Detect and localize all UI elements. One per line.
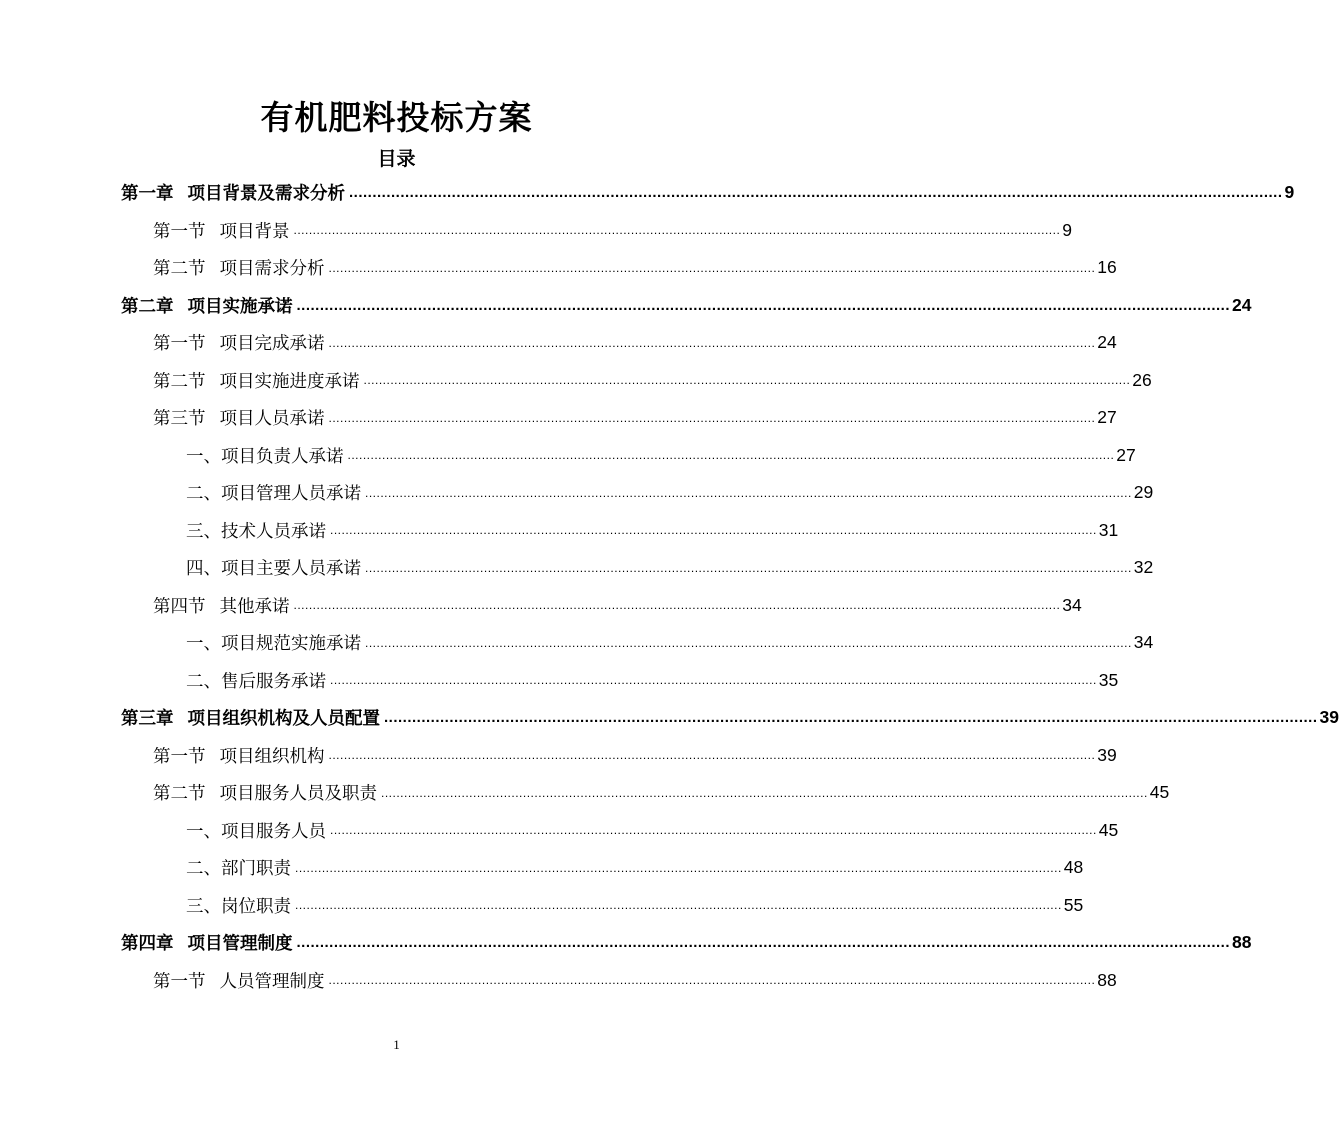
toc-entry-page: 9: [1062, 219, 1073, 240]
toc-entry-label: [186, 480, 361, 505]
toc-entry-number: 第三节: [153, 409, 206, 429]
toc-dot-leader: ........................................................................................................................................................................................................: [349, 184, 1283, 201]
toc-entry-label: [153, 405, 325, 430]
toc-entry[interactable]: [186, 887, 1084, 924]
toc-entry-page: 39: [1097, 744, 1117, 765]
toc-dot-leader: ........................................................................................................................................................................................................: [328, 973, 1096, 987]
toc-entry[interactable]: [186, 437, 1136, 474]
toc-entry-title: 项目组织机构及人员配置: [187, 709, 380, 729]
toc-entry-page: 9: [1284, 182, 1295, 202]
toc-entry-page: 55: [1063, 894, 1084, 915]
toc-entry-label: [153, 593, 290, 618]
toc-entry-page: 39: [1319, 707, 1339, 727]
toc-entry[interactable]: [186, 624, 1154, 661]
toc-entry-number: 第二节: [153, 371, 206, 392]
toc-entry-label: [153, 330, 325, 355]
toc-entry-page: 24: [1097, 332, 1117, 352]
document-title: 有机肥料投标方案: [260, 98, 533, 137]
toc-entry-page: 31: [1098, 519, 1119, 540]
toc-entry-number: 第二节: [153, 259, 206, 279]
toc-dot-leader: ........................................................................................................................................................................................................: [330, 523, 1097, 537]
toc-dot-leader: ........................................................................................................................................................................................................: [293, 223, 1061, 237]
toc-entry[interactable]: [153, 212, 1073, 249]
toc-entry-number: 第三章: [121, 709, 174, 729]
toc-entry-title: 项目组织机构: [219, 746, 325, 767]
toc-entry-title: 项目人员承诺: [219, 409, 325, 429]
toc-dot-leader: ........................................................................................................................................................................................................: [293, 598, 1061, 612]
toc-entry-title: 项目实施进度承诺: [219, 371, 360, 392]
toc-entry-label: [186, 818, 326, 843]
toc-entry-label: [121, 293, 293, 318]
toc-entry[interactable]: [186, 549, 1154, 586]
toc-dot-leader: ........................................................................................................................................................................................................: [365, 635, 1132, 650]
toc-entry-title: 人员管理制度: [219, 971, 325, 992]
toc-dot-leader: ........................................................................................................................................................................................................: [328, 410, 1096, 425]
toc-entry-label: [186, 893, 291, 918]
toc-entry[interactable]: [153, 399, 1117, 436]
toc-entry-page: 26: [1132, 369, 1152, 390]
toc-entry-page: 35: [1098, 669, 1119, 690]
toc-entry-title: 二、项目管理人员承诺: [186, 484, 361, 504]
toc-entry[interactable]: [153, 324, 1117, 361]
toc-entry-title: 三、技术人员承诺: [186, 521, 326, 542]
toc-entry-page: 27: [1097, 407, 1117, 427]
toc-entry-number: 第二章: [121, 296, 174, 317]
toc-entry[interactable]: [121, 174, 1295, 211]
toc-entry[interactable]: [121, 699, 1339, 736]
toc-entry[interactable]: [153, 962, 1117, 999]
toc-entry-page: 32: [1133, 557, 1154, 577]
toc-entry-title: 项目背景及需求分析: [187, 184, 345, 204]
toc-entry-title: 项目管理制度: [187, 934, 293, 954]
toc-entry-label: [153, 968, 325, 993]
toc-entry-number: 第二节: [153, 784, 206, 804]
toc-dot-leader: ........................................................................................................................................................................................................: [330, 673, 1097, 687]
toc-entry-page: 48: [1063, 857, 1084, 877]
toc-entry-number: 第四章: [121, 934, 174, 954]
toc-entry-page: 24: [1232, 294, 1252, 315]
toc-entry-title: 项目实施承诺: [187, 296, 293, 317]
toc-entry-page: 27: [1116, 444, 1136, 465]
toc-entry[interactable]: [153, 737, 1117, 774]
toc-entry-label: [186, 668, 326, 693]
toc-entry-label: [153, 218, 290, 243]
toc-dot-leader: ........................................................................................................................................................................................................: [295, 898, 1062, 912]
toc-entry[interactable]: [121, 287, 1252, 324]
page-number: 1: [393, 1037, 400, 1052]
toc-entry-number: 第一章: [121, 184, 174, 204]
toc-entry-number: 第一节: [153, 746, 206, 767]
toc-entry-label: [186, 443, 344, 468]
toc-entry-label: [186, 855, 291, 880]
toc-entry-page: 88: [1097, 969, 1117, 990]
toc-entry-number: 第一节: [153, 971, 206, 992]
toc-entry-title: 项目背景: [219, 221, 290, 242]
toc-entry-title: 项目完成承诺: [219, 334, 325, 354]
toc-entry[interactable]: [153, 774, 1170, 811]
toc-dot-leader: ........................................................................................................................................................................................................: [330, 823, 1097, 837]
toc-dot-leader: ........................................................................................................................................................................................................: [365, 560, 1132, 575]
toc-dot-leader: ........................................................................................................................................................................................................: [365, 485, 1132, 500]
toc-entry-title: 四、项目主要人员承诺: [186, 559, 361, 579]
toc-entry[interactable]: [121, 924, 1252, 961]
toc-entry[interactable]: [186, 849, 1084, 886]
toc-entry-page: 16: [1097, 257, 1117, 277]
toc-dot-leader: ........................................................................................................................................................................................................: [347, 448, 1115, 462]
toc-dot-leader: ........................................................................................................................................................................................................: [381, 785, 1148, 800]
toc-entry[interactable]: [153, 587, 1082, 624]
toc-entry[interactable]: [153, 249, 1117, 286]
toc-entry-page: 45: [1098, 819, 1119, 840]
toc-entry-page: 45: [1149, 782, 1170, 802]
toc-entry-title: 一、项目服务人员: [186, 821, 326, 842]
toc-dot-leader: ........................................................................................................................................................................................................: [384, 709, 1318, 726]
toc-entry-page: 34: [1133, 632, 1154, 652]
toc-entry-label: [153, 368, 360, 393]
toc-entry-label: [121, 705, 380, 730]
toc-entry-title: 项目服务人员及职责: [219, 784, 377, 804]
toc-entry-number: 第一节: [153, 221, 206, 242]
toc-entry[interactable]: [186, 512, 1119, 549]
toc-entry-title: 项目需求分析: [219, 259, 325, 279]
toc-entry-page: 29: [1133, 482, 1154, 502]
toc-entry-label: [121, 180, 345, 205]
toc-entry-title: 一、项目规范实施承诺: [186, 634, 361, 654]
toc-entry-title: 二、部门职责: [186, 859, 291, 879]
toc-entry-label: [153, 255, 325, 280]
toc-dot-leader: ........................................................................................................................................................................................................: [296, 296, 1230, 314]
toc-entry-title: 其他承诺: [219, 596, 290, 617]
toc-dot-leader: ........................................................................................................................................................................................................: [328, 748, 1096, 762]
toc-entry-label: [186, 555, 361, 580]
toc-entry-page: 34: [1062, 594, 1082, 615]
toc-entry-page: 88: [1232, 932, 1252, 952]
toc-entry[interactable]: [186, 662, 1119, 699]
toc-entry-label: [186, 630, 361, 655]
toc-entry[interactable]: [186, 812, 1119, 849]
toc-entry-title: 一、项目负责人承诺: [186, 446, 344, 467]
toc-dot-leader: ........................................................................................................................................................................................................: [296, 934, 1230, 951]
toc-dot-leader: ........................................................................................................................................................................................................: [328, 260, 1096, 275]
toc-entry-title: 三、岗位职责: [186, 896, 291, 917]
toc-entry[interactable]: [153, 362, 1152, 399]
toc-entry-label: [186, 518, 326, 543]
toc-heading: 目录: [377, 148, 416, 170]
toc-dot-leader: ........................................................................................................................................................................................................: [295, 860, 1062, 875]
toc-entry-title: 二、售后服务承诺: [186, 671, 326, 692]
toc-entry-label: [121, 930, 293, 955]
toc-entry-number: 第一节: [153, 334, 206, 354]
toc-entry[interactable]: [186, 474, 1154, 511]
toc-entry-label: [153, 780, 377, 805]
toc-entry-label: [153, 743, 325, 768]
toc-dot-leader: ........................................................................................................................................................................................................: [363, 373, 1131, 387]
toc-dot-leader: ........................................................................................................................................................................................................: [328, 335, 1096, 350]
toc-entry-number: 第四节: [153, 596, 206, 617]
